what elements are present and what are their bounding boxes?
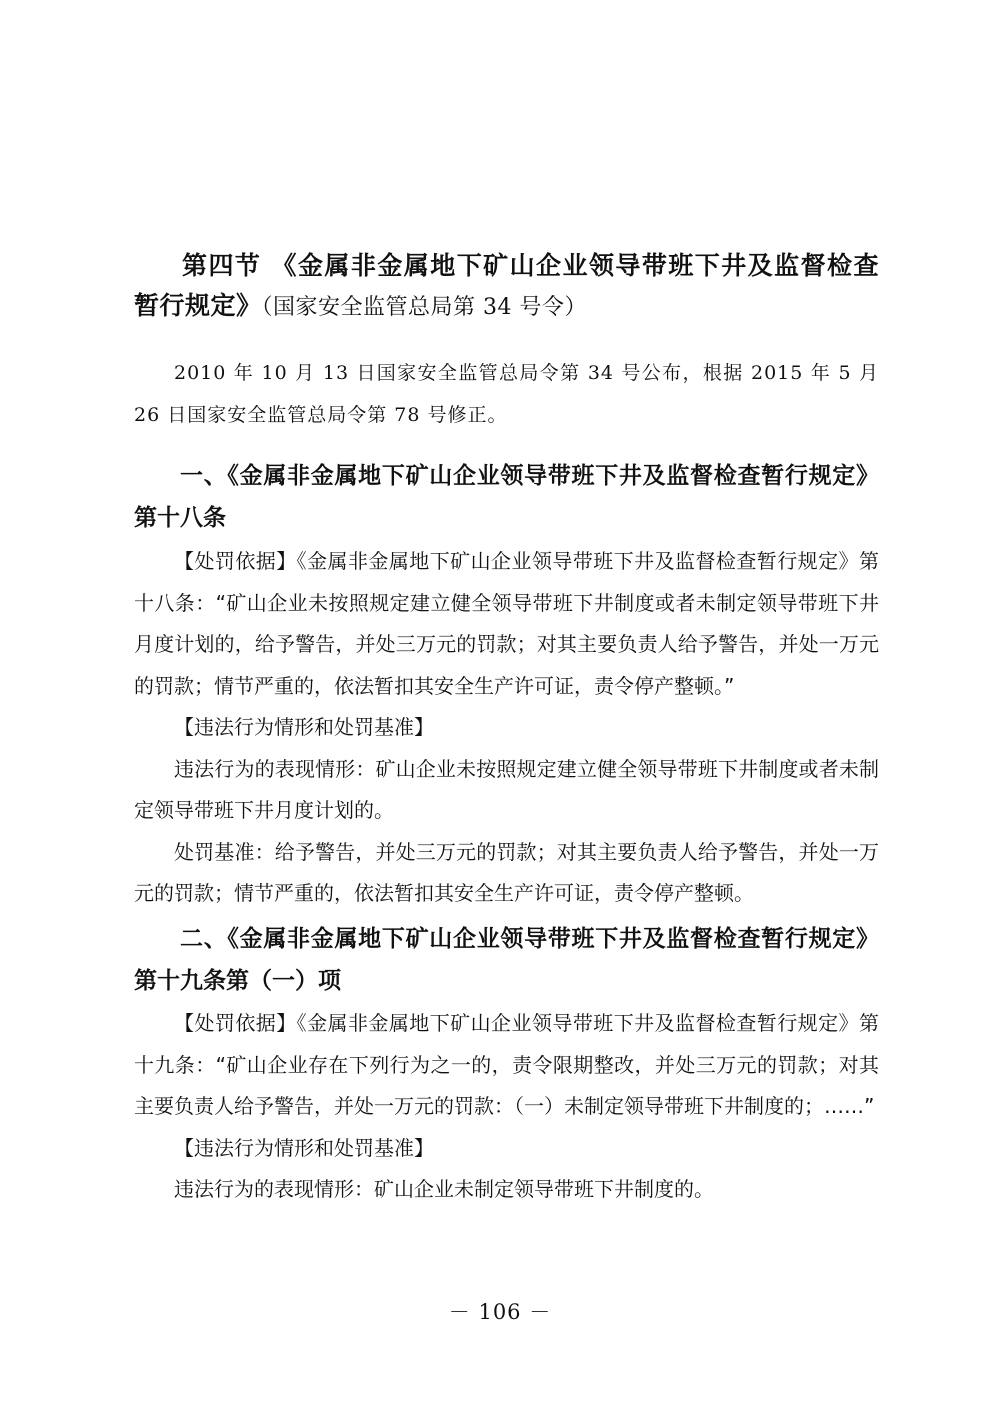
penalty-basis: 【处罚依据】《金属非金属地下矿山企业领导带班下井及监督检查暂行规定》第十九条：“矿山企业存在下列行为之一的，责令限期整改，并处三万元的罚款；对其主要负责人给予警告，并处一万元的罚款：（一）未制定领导带班下井制度的；……” (134, 1011, 879, 1118)
criteria-title: 【违法行为情形和处罚基准】 (174, 1135, 434, 1160)
page-number: － 106 － (448, 1300, 552, 1324)
item-body (134, 541, 879, 915)
section-title: 第四节 《金属非金属地下矿山企业领导带班下井及监督检查暂行规定》 (134, 251, 879, 320)
criteria-title: 【违法行为情形和处罚基准】 (174, 715, 434, 739)
item-heading: 二、《金属非金属地下矿山企业领导带班下井及监督检查暂行规定》第十九条第（一）项 (134, 925, 879, 994)
violation-behavior: 违法行为的表现情形：矿山企业未制定领导带班下井制度的。 (174, 1177, 714, 1201)
penalty-basis: 【处罚依据】《金属非金属地下矿山企业领导带班下井及监督检查暂行规定》第十八条：“矿山企业未按照规定建立健全领导带班下井制度或者未制定领导带班下井月度计划的，给予警告，并处三万元的罚款；对其主要负责人给予警告，并处一万元的罚款；情节严重的，依法暂扣其安全生产许可证，责令停产整顿。” (134, 549, 879, 698)
penalty-standard: 处罚基准：给予警告，并处三万元的罚款；对其主要负责人给予警告，并处一万元的罚款；情节严重的，依法暂扣其安全生产许可证，责令停产整顿。 (134, 839, 879, 905)
section-heading (134, 246, 879, 328)
section-source: （国家安全监管总局第 34 号令） (261, 295, 587, 320)
promulgation-note: 2010 年 10 月 13 日国家安全监管总局令第 34 号公布，根据 2015 年 5 月 26 日国家安全监管总局令第 78 号修正。 (134, 362, 879, 426)
violation-behavior: 违法行为的表现情形：矿山企业未按照规定建立健全领导带班下井制度或者未制定领导带班下井月度计划的。 (134, 756, 879, 822)
item-body (134, 1003, 879, 1211)
item-heading: 一、《金属非金属地下矿山企业领导带班下井及监督检查暂行规定》第十八条 (134, 462, 879, 531)
